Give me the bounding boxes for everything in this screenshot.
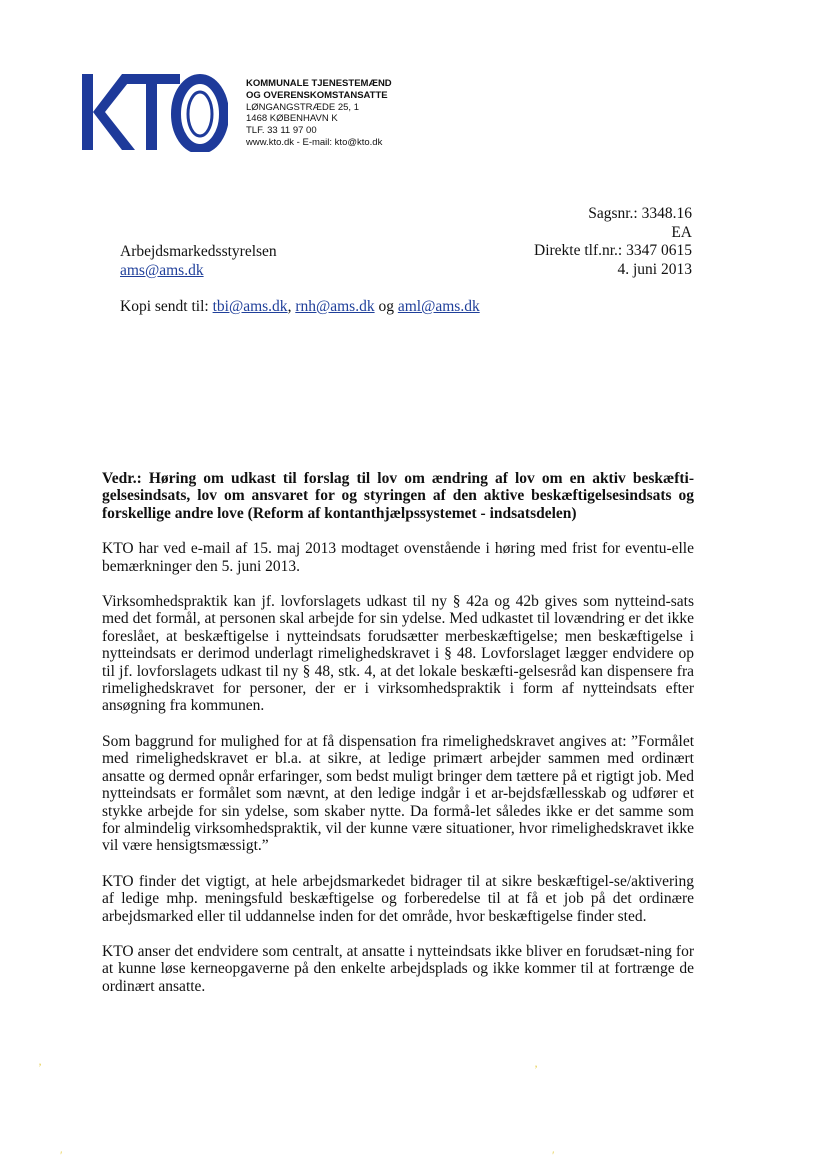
letter-date: 4. juni 2013 [617,260,692,278]
body-paragraph: Som baggrund for mulighed for at få dispensation fra rimelighedskravet angives at: ”Formålet med rimelighedskravet er bl.a. at sikre, at ledige primært arbejder sammen med ordinært ansatte og dermed opnår erfaringer, som bedst muligt bringer dem tættere på et rigtigt job. Med nytteindsats er formålet som nævnt, at den ledige indgår i et ar-bejdsfællesskab og udfører et stykke arbejde for sin ydelse, som skaber nytte. Da formå-let således ikke er det samme som for almindelig virksomhedspraktik, vil der kunne være situationer, hvor rimelighedskravet ikke vil være hensigtsmæssigt.” [102,732,694,855]
copy-email-link-3[interactable]: aml@ams.dk [397,298,480,315]
body-paragraph: Virksomhedspraktik kan jf. lovforslagets udkast til ny § 42a og 42b gives som nytteind-sats med det formål, at personen skal arbejde for sin ydelse. Med udkastet til lovændring er det ikke foreslået, at beskæftigelse i nytteindsats forudsætter merbeskæftigelse; men beskæftigelse i nytteindsats er derimod underlagt rimelighedskravet i § 48. Lovforslaget lægger endvidere op til jf. lovforslagets udkast til ny § 48, stk. 4, at det lokale beskæfti-gelsesråd kan dispensere fra rimelighedskravet for personer, der er i virksomhedspraktik i form af nytteindsats efter ansøgning fra kommunen. [102,593,694,715]
case-number: Sagsnr.: 3348.16 [588,205,692,222]
letter-body [102,470,694,1013]
letterhead-line: www.kto.dk - E-mail: kto@kto.dk [246,136,383,148]
letterhead-line: LØNGANGSTRÆDE 25, 1 [246,101,359,113]
copy-line [120,297,480,316]
scan-speck: ′ [60,1148,63,1162]
scan-speck: ′ [552,1148,555,1162]
copy-email-link-2[interactable]: rnh@ams.dk [295,298,375,315]
recipient-block [120,242,277,280]
scan-speck: ’ [534,1062,538,1076]
copy-label: Kopi sendt til: [120,298,209,315]
initials: EA [671,223,692,241]
letterhead-line: KOMMUNALE TJENESTEMÆND [246,78,392,89]
recipient-name: Arbejdsmarkedsstyrelsen [120,243,277,260]
kto-logo [80,72,228,152]
reference-block [534,205,692,279]
body-paragraph: KTO har ved e-mail af 15. maj 2013 modtaget ovenstående i høring med frist for eventu-elle bemærkninger den 5. juni 2013. [102,540,694,575]
scan-speck: ’ [38,1060,42,1074]
letterhead-line: 1468 KØBENHAVN K [246,113,338,125]
copy-separator: , [287,298,292,315]
copy-separator: og [378,298,394,315]
body-paragraph: KTO finder det vigtigt, at hele arbejdsmarkedet bidrager til at sikre beskæftigel-se/aktivering af ledige mhp. meningsfuld beskæftigelse og forberedelse til at få et job på det ordinære arbejdsmarked eller til uddannelse inden for det område, hvor beskæftigelse finder sted. [102,872,694,925]
copy-email-link-1[interactable]: tbi@ams.dk [212,298,288,315]
recipient-email-link[interactable]: ams@ams.dk [120,262,204,279]
letterhead-line: TLF. 33 11 97 00 [246,125,317,137]
body-paragraph: KTO anser det endvidere som centralt, at ansatte i nytteindsats ikke bliver en forudsæt-ning for at kunne løse kerneopgaverne på den enkelte arbejdsplads og ikke kommer til at fortrænge de ordinært ansatte. [102,942,694,995]
letterhead-address [246,78,392,149]
subject-line: Vedr.: Høring om udkast til forslag til lov om ændring af lov om en aktiv beskæfti-gelsesindsats, lov om ansvaret for og styringen af den aktive beskæftigelsesindsats og forskellige andre love (Reform af kontanthjælpssystemet - indsatsdelen) [102,470,694,522]
letterhead-line: OG OVERENSKOMSTANSATTE [246,89,388,101]
direct-phone: Direkte tlf.nr.: 3347 0615 [534,242,692,259]
